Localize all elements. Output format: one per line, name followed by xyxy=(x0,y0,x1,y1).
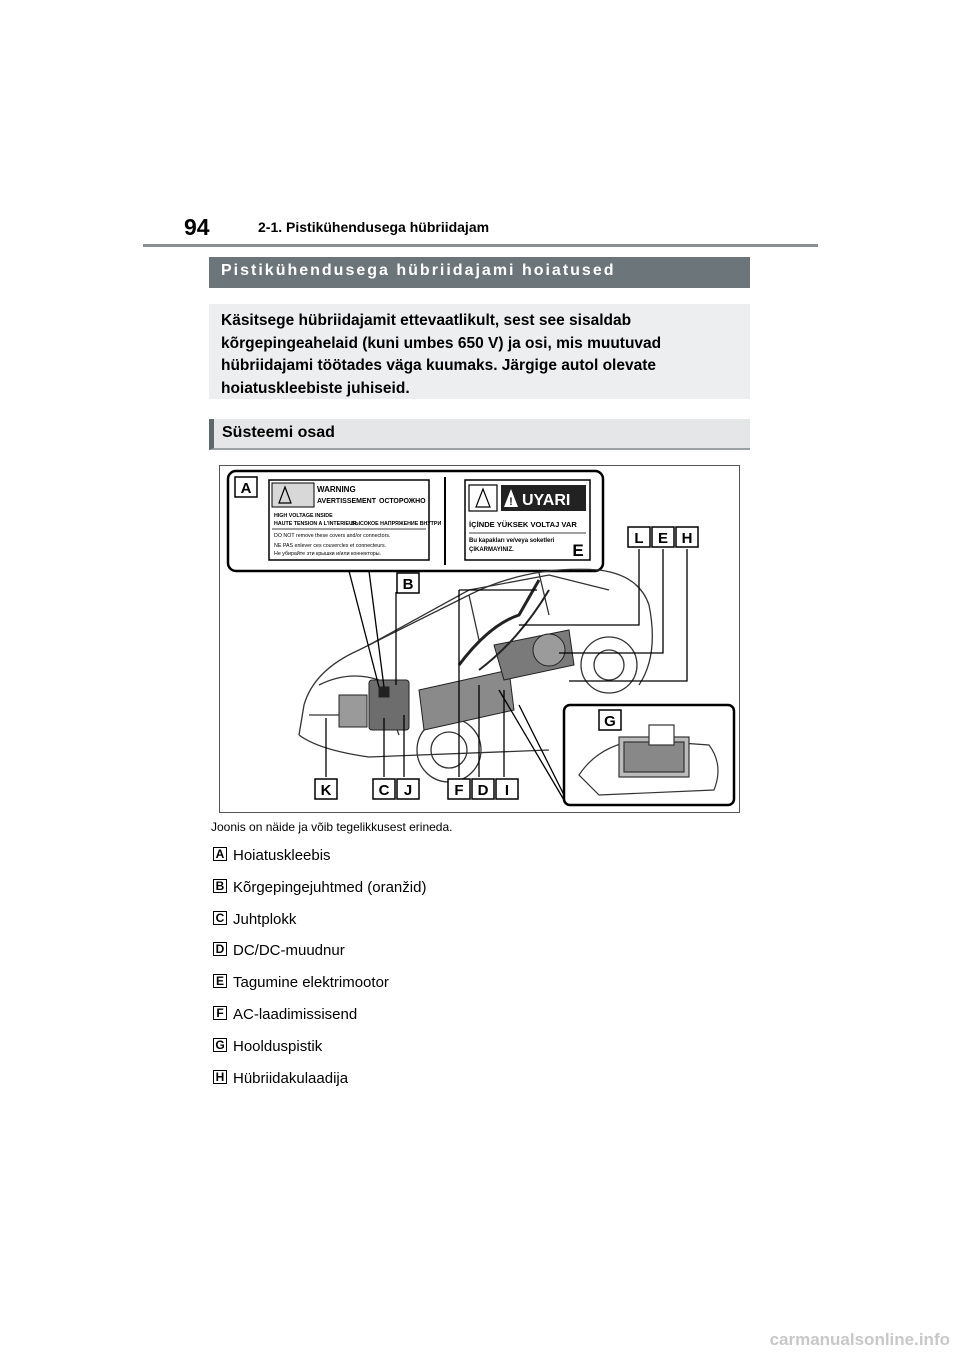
legend-text: Hübriidakulaadija xyxy=(233,1069,349,1087)
callout-I: I xyxy=(504,782,510,799)
chapter-title: 2-1. Pistikühendusega hübriidajam xyxy=(258,219,490,235)
hybrid-components xyxy=(339,580,574,730)
subsection-title: Süsteemi osad xyxy=(209,419,750,450)
callout-A: A xyxy=(240,480,252,497)
label1-vysokoe: ВЫСОКОЕ НАПРЯЖЕНИЕ ВНУТРИ xyxy=(351,521,442,527)
legend-text: Hoolduspistik xyxy=(233,1037,323,1055)
legend-letter-box: E xyxy=(213,974,227,988)
system-parts-figure xyxy=(219,465,740,813)
label1-ne-pas: NE PAS enlever ces couvercles et connecteurs. xyxy=(274,543,387,549)
callout-G: G xyxy=(604,713,616,730)
label1-haute-tension: HAUTE TENSION A L'INTERIEUR xyxy=(274,521,357,527)
legend-text: Hoiatuskleebis xyxy=(233,847,331,864)
legend-text: Tagumine elektrimootor xyxy=(233,974,389,992)
label1-do-not: DO NOT remove these covers and/or connectors. xyxy=(274,533,391,539)
label1-ostorozhno: ОСТОРОЖНО xyxy=(379,498,426,505)
legend-text: DC/DC-muudnur xyxy=(233,942,345,960)
label2-uyari: UYARI xyxy=(522,492,571,509)
section-title: Pistikühendusega hübriidajami hoiatused xyxy=(209,257,750,288)
legend-letter-box: H xyxy=(213,1070,227,1084)
intro-text: Käsitsege hübriidajamit ettevaatlikult, sest see sisaldab kõrgepingeahelaid (kuni umbes 650 V) ja osi, mis muutuvad hübriidajami töötades väga kuumaks. Järgige autol olevate hoiatuskleebiste juhiseid. xyxy=(209,304,750,399)
legend-text: Kõrgepingejuhtmed (oranžid) xyxy=(233,878,427,896)
watermark: carmanualsonline.info xyxy=(769,1330,950,1349)
legend-letter-box: F xyxy=(213,1006,227,1020)
callout-C: C xyxy=(378,782,390,799)
page-number: 94 xyxy=(184,214,210,240)
legend-letter-box: G xyxy=(213,1038,227,1052)
label1-warning: WARNING xyxy=(317,485,356,494)
header-divider xyxy=(143,244,818,247)
callout-B: B xyxy=(402,576,414,593)
label1-ne-ubiraite: Не убирайте эти крышки и/или коннекторы. xyxy=(274,551,382,557)
legend-text: Juhtplokk xyxy=(233,910,297,928)
legend-letter-box: B xyxy=(213,879,227,893)
callout-E-label: E xyxy=(572,541,584,560)
label2-kapaklari: Bu kapakları ve/veya soketleri xyxy=(469,538,555,544)
callout-L: L xyxy=(634,530,644,547)
callout-K: K xyxy=(320,782,332,799)
callout-J: J xyxy=(403,782,413,799)
legend-text: AC-laadimissisend xyxy=(233,1006,358,1023)
svg-text:!: ! xyxy=(509,496,513,508)
legend-letter-box: C xyxy=(213,911,227,925)
callout-H: H xyxy=(681,530,693,547)
legend-letter-box: D xyxy=(213,942,227,956)
figure-caption: Joonis on näide ja võib tegelikkusest erineda. xyxy=(211,820,453,834)
label1-high-voltage: HIGH VOLTAGE INSIDE xyxy=(274,513,333,519)
callout-E: E xyxy=(657,530,669,547)
label2-icinde: İÇİNDE YÜKSEK VOLTAJ VAR xyxy=(469,520,577,529)
callout-F: F xyxy=(454,782,464,799)
legend-letter-box: A xyxy=(213,847,227,861)
label2-cikarmayiniz: ÇIKARMAYINIZ. xyxy=(469,547,514,553)
label1-avertissement: AVERTISSEMENT xyxy=(317,498,376,505)
callout-D: D xyxy=(477,782,489,799)
